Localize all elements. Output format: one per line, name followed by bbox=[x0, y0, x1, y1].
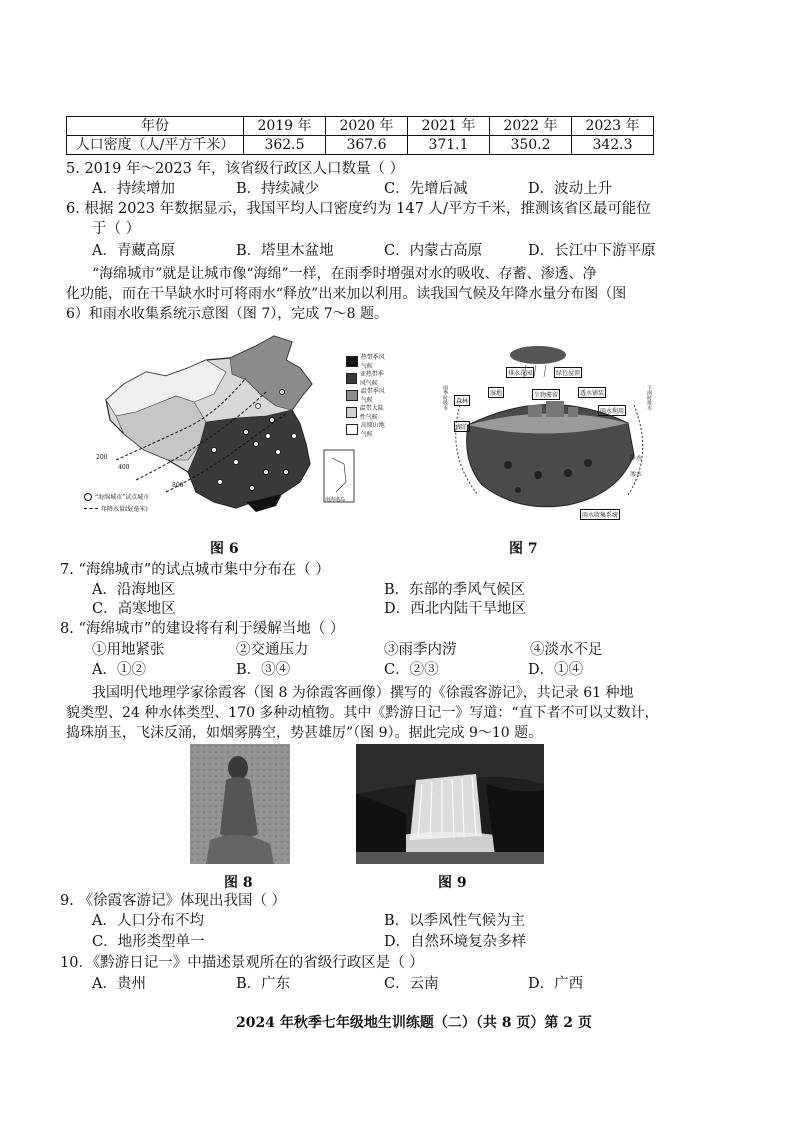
question-6-option-d: D．长江中下游平原 bbox=[528, 243, 656, 259]
table-cell: 342.3 bbox=[572, 136, 654, 155]
question-10-option-b: B．广东 bbox=[236, 976, 291, 992]
question-8-item-4: ④淡水不足 bbox=[530, 642, 603, 658]
passage-1-line-3: 6）和雨水收集系统示意图（图 7），完成 7～8 题。 bbox=[66, 306, 388, 322]
question-9-option-c: C．地形类型单一 bbox=[92, 934, 205, 950]
sponge-city-graphic bbox=[448, 345, 658, 525]
passage-2-line-2: 貌类型、24 种水体类型、170 多种动植物。其中《黔游日记一》写道：“直下者不可以丈数计， bbox=[66, 705, 659, 721]
passage-1-line-2: 化功能，而在干旱缺水时可将雨水“释放”出来加以利用。读我国气候及年降水量分布图（图 bbox=[66, 286, 627, 302]
table-cell: 2021 年 bbox=[408, 117, 490, 136]
table-cell: 年份 bbox=[67, 117, 244, 136]
label-wetland: 湿地 bbox=[488, 387, 504, 398]
question-5-stem: 5. 2019 年～2023 年，该省级行政区人口数量（ ） bbox=[66, 161, 405, 177]
question-6-option-b: B．塔里木盆地 bbox=[236, 243, 334, 259]
question-7-stem: 7. “海绵城市”的试点城市集中分布在（ ） bbox=[60, 562, 330, 578]
legend-tropical-monsoon: 热带季风气候 bbox=[346, 352, 386, 370]
figure-9-waterfall bbox=[356, 744, 544, 864]
legend-temperate-monsoon: 温带季风气候 bbox=[346, 386, 386, 404]
figure-9-caption: 图 9 bbox=[438, 875, 467, 891]
table-header-row bbox=[67, 117, 654, 136]
legend-subtropical-monsoon: 亚热带季风气候 bbox=[346, 369, 386, 387]
question-9-stem: 9. 《徐霞客游记》体现出我国（ ） bbox=[60, 893, 287, 909]
question-9-option-d: D．自然环境复杂多样 bbox=[384, 934, 527, 950]
label-seepage: 渗水 bbox=[630, 471, 643, 478]
passage-2-line-3: 捣珠崩玉，飞沫反涌，如烟雾腾空，势甚雄厉”（图 9）。据此完成 9～10 题。 bbox=[66, 725, 543, 741]
label-clean-water: 净水 bbox=[630, 455, 643, 462]
label-permeable-paving: 透水铺装 bbox=[578, 387, 606, 398]
table-cell: 362.5 bbox=[244, 136, 326, 155]
legend-temperate-continental: 温带大陆性气候 bbox=[346, 403, 386, 421]
question-8-option-a: A．①② bbox=[92, 662, 146, 678]
question-8-item-2: ②交通压力 bbox=[236, 642, 309, 658]
question-6-stem-cont: 于（ ） bbox=[92, 221, 141, 237]
inset-label: 南海诸岛 bbox=[325, 497, 346, 503]
question-10-option-d: D．广西 bbox=[528, 976, 584, 992]
question-8-item-1: ①用地紧张 bbox=[92, 642, 165, 658]
question-10-option-c: C．云南 bbox=[384, 976, 439, 992]
population-density-table bbox=[66, 116, 654, 155]
question-5-option-d: D．波动上升 bbox=[528, 181, 613, 197]
question-8-option-b: B．③④ bbox=[236, 662, 291, 678]
label-collection-system: 雨水收集系统 bbox=[580, 509, 620, 520]
isoline-label-800: 800 bbox=[172, 482, 184, 489]
table-cell: 2023 年 bbox=[572, 117, 654, 136]
isoline-label-400: 400 bbox=[118, 464, 130, 471]
figure-6-caption: 图 6 bbox=[210, 541, 239, 557]
question-8-option-c: C．②③ bbox=[384, 662, 439, 678]
question-7-option-a: A．沿海地区 bbox=[92, 582, 175, 598]
label-lake: 湖泊 bbox=[454, 421, 470, 432]
label-rain-use: 雨水利用 bbox=[598, 405, 626, 416]
table-row bbox=[67, 136, 654, 155]
question-6-option-c: C．内蒙古高原 bbox=[384, 243, 483, 259]
question-8-stem: 8. “海绵城市”的建设将有利于缓解当地（ ） bbox=[60, 621, 345, 637]
question-8-option-d: D．①④ bbox=[528, 662, 584, 678]
question-8-item-3: ③雨季内涝 bbox=[384, 642, 457, 658]
table-cell: 2022 年 bbox=[490, 117, 572, 136]
question-6-option-a: A．青藏高原 bbox=[92, 243, 175, 259]
label-absorb: 雨季时吸水 bbox=[442, 385, 448, 410]
table-cell: 2019 年 bbox=[244, 117, 326, 136]
legend-plateau-mountain: 高原山地气候 bbox=[346, 420, 386, 438]
label-forest: 森林 bbox=[454, 395, 470, 406]
question-5-option-b: B．持续减少 bbox=[236, 181, 320, 197]
question-5-option-c: C．先增后减 bbox=[384, 181, 468, 197]
figure-6-climate-map bbox=[96, 332, 386, 530]
table-cell: 371.1 bbox=[408, 136, 490, 155]
figure-7-caption: 图 7 bbox=[509, 541, 538, 557]
figure-8-caption: 图 8 bbox=[224, 875, 253, 891]
isoline-label-200: 200 bbox=[96, 454, 108, 461]
question-5-option-a: A．持续增加 bbox=[92, 181, 175, 197]
figure-8-portrait bbox=[190, 744, 290, 864]
question-9-option-b: B．以季风性气候为主 bbox=[384, 913, 526, 929]
question-10-stem: 10．《黔游日记一》中描述景观所在的省级行政区是（ ） bbox=[60, 955, 424, 971]
legend-pilot-city: “海绵城市”试点城市 bbox=[84, 492, 149, 501]
label-green-roof: 绿色屋顶 bbox=[554, 367, 582, 378]
question-7-option-c: C．高寒地区 bbox=[92, 601, 176, 617]
passage-2-line-1: 我国明代地理学家徐霞客（图 8 为徐霞客画像）撰写的《徐霞客游记》，共记录 61 种地 bbox=[92, 685, 634, 701]
page-footer: 2024 年秋季七年级地生训练题（二）（共 8 页）第 2 页 bbox=[236, 1015, 592, 1031]
passage-1-line-1: “海绵城市”就是让城市像“海绵”一样，在雨季时增强对水的吸收、存蓄、渗透、净 bbox=[92, 266, 597, 282]
question-6-stem: 6. 根据 2023 年数据显示，我国平均人口密度约为 147 人/平方千米，推测该省区最可能位 bbox=[66, 201, 651, 217]
question-7-option-d: D．西北内陆干旱地区 bbox=[384, 601, 527, 617]
label-release: 下雨时排水 bbox=[646, 385, 652, 410]
table-cell: 人口密度（人/平方千米） bbox=[67, 136, 244, 155]
table-cell: 350.2 bbox=[490, 136, 572, 155]
label-drain-garden: 排水花园 bbox=[506, 367, 534, 378]
table-cell: 2020 年 bbox=[326, 117, 408, 136]
question-7-option-b: B．东部的季风气候区 bbox=[384, 582, 526, 598]
figure-7-rainwater-diagram bbox=[442, 345, 658, 525]
question-9-option-a: A．人口分布不均 bbox=[92, 913, 204, 929]
question-10-option-a: A．贵州 bbox=[92, 976, 146, 992]
table-cell: 367.6 bbox=[326, 136, 408, 155]
legend-isoline: 年降水量线(毫米) bbox=[84, 504, 148, 513]
portrait-graphic bbox=[190, 744, 290, 864]
label-bioretention: 生物滞留 bbox=[532, 389, 560, 400]
waterfall-graphic bbox=[356, 744, 544, 864]
